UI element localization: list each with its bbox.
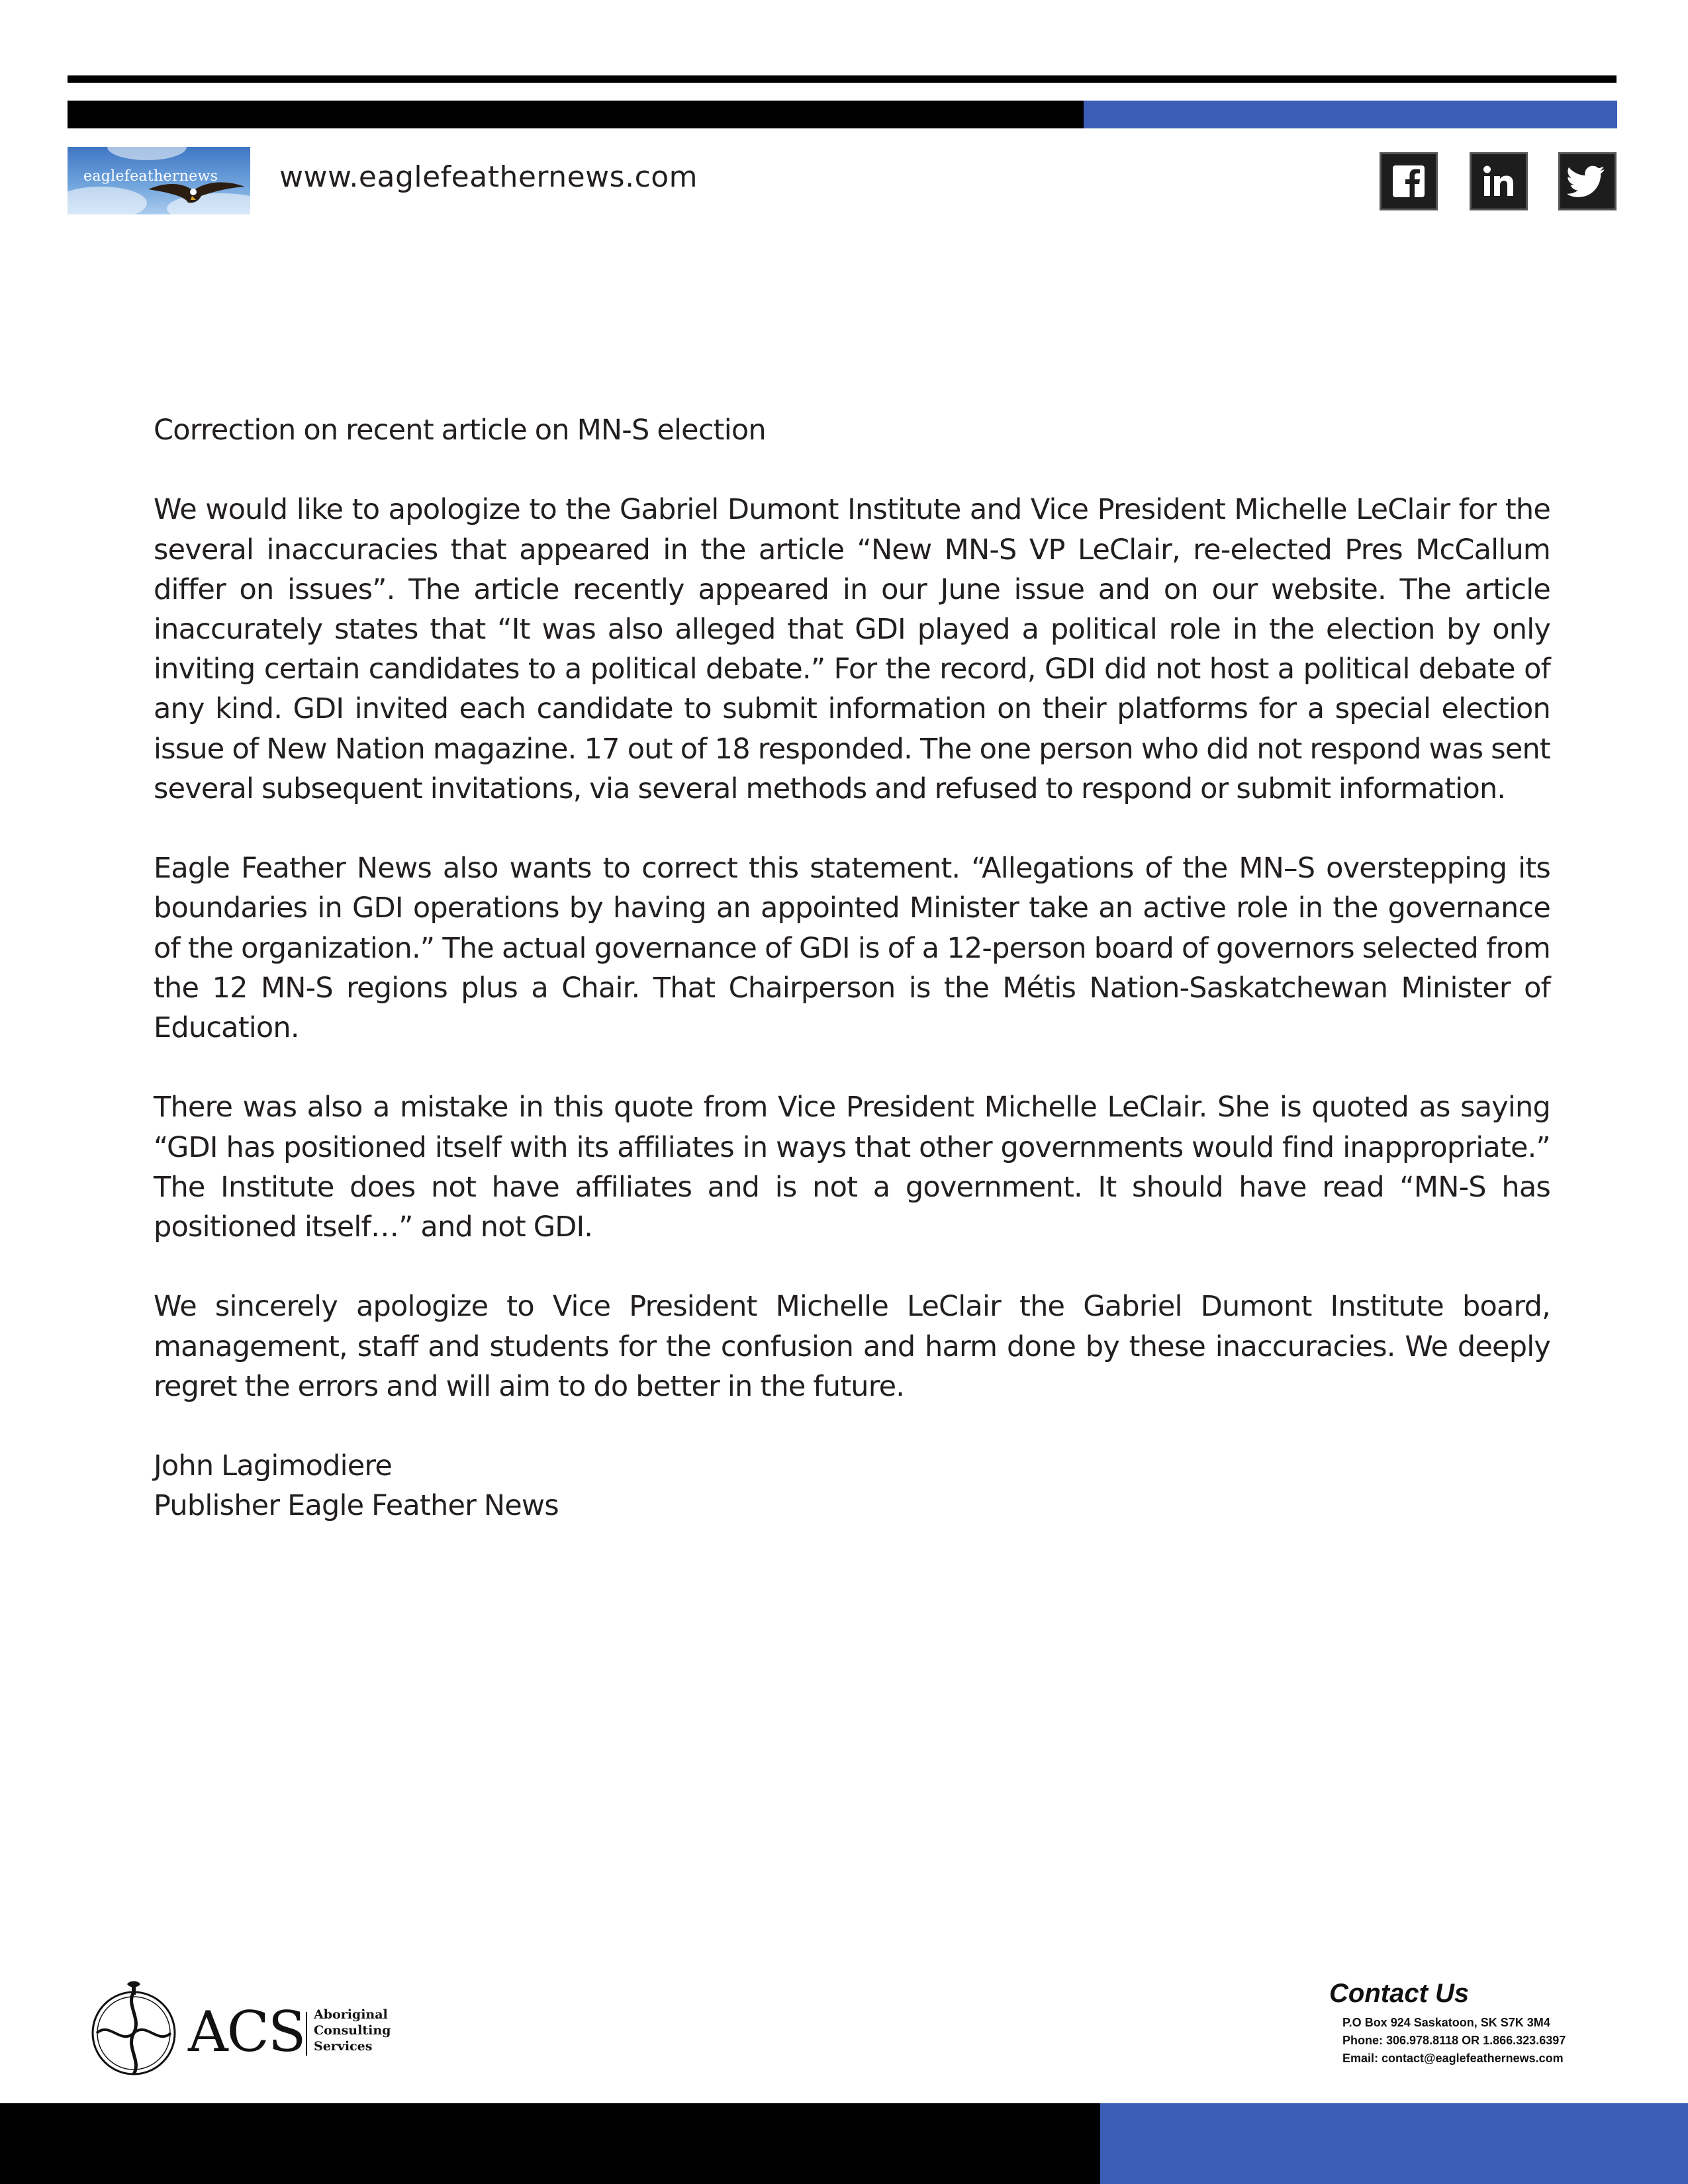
acs-subtitle-line: Services bbox=[314, 2039, 373, 2054]
website-url-link[interactable]: www.eaglefeathernews.com bbox=[279, 160, 698, 194]
letter-paragraph: We would like to apologize to the Gabriel Dumont Institute and Vice President Michelle LeClair for the several inaccuracies that appeared in the article “New MN-S VP LeClair, re-elected Pres McCallum differ on issues”. The article recently appeared in our June issue and on our website. The article inaccurately states that “It was also alleged that GDI played a political role in the election by only inviting certain candidates to a political debate.” For the record, GDI did not host a political debate of any kind. GDI invited each candidate to submit information on their platforms for a special election issue of New Nation magazine. 17 out of 18 responded. The one person who did not respond was sent several subsequent invitations, via several methods and refused to respond or submit information. bbox=[154, 493, 1550, 805]
acs-divider bbox=[306, 2012, 307, 2056]
signature-title: Publisher Eagle Feather News bbox=[154, 1489, 559, 1523]
acs-logo bbox=[87, 1979, 391, 2081]
contact-block bbox=[1329, 1979, 1566, 2068]
contact-title: Contact Us bbox=[1329, 1979, 1470, 2008]
acs-wordmark: ACS bbox=[188, 1999, 305, 2064]
contact-address: P.O Box 924 Saskatoon, SK S7K 3M4 bbox=[1342, 2016, 1550, 2029]
linkedin-icon[interactable] bbox=[1470, 152, 1528, 210]
contact-email[interactable]: Email: contact@eaglefeathernews.com bbox=[1342, 2052, 1564, 2065]
acs-subtitle bbox=[314, 2007, 391, 2054]
letter-body bbox=[154, 410, 1550, 1526]
acs-subtitle-line: Aboriginal bbox=[314, 2007, 388, 2022]
eagle-feather-news-logo[interactable] bbox=[68, 147, 250, 214]
signature-name: John Lagimodiere bbox=[154, 1449, 392, 1483]
letter-subject: Correction on recent article on MN-S election bbox=[154, 414, 766, 447]
header-band-black bbox=[68, 101, 1084, 128]
facebook-icon[interactable] bbox=[1380, 152, 1438, 210]
top-rule bbox=[68, 75, 1617, 83]
header-band-blue bbox=[1084, 101, 1617, 128]
acs-emblem-icon bbox=[87, 1979, 187, 2078]
logo-text: eaglefeathernews bbox=[83, 168, 218, 185]
twitter-icon[interactable] bbox=[1558, 152, 1617, 210]
letter-paragraph: We sincerely apologize to Vice President Michelle LeClair the Gabriel Dumont Institute board, management, staff and students for the confusion and harm done by these inaccuracies. We deeply regret the errors and will aim to do better in the future. bbox=[154, 1290, 1550, 1403]
contact-phone[interactable]: Phone: 306.978.8118 OR 1.866.323.6397 bbox=[1342, 2034, 1566, 2047]
letter-paragraph: Eagle Feather News also wants to correct this statement. “Allegations of the MN–S overstepping its boundaries in GDI operations by having an appointed Minister take an active role in the governance of the organization.” The actual governance of GDI is of a 12-person board of governors selected from the 12 MN-S regions plus a Chair. That Chairperson is the Métis Nation-Saskatchewan Minister of Education. bbox=[154, 852, 1550, 1045]
footer-band-blue bbox=[1100, 2103, 1688, 2184]
letter-paragraph: There was also a mistake in this quote from Vice President Michelle LeClair. She is quoted as saying “GDI has positioned itself with its affiliates in ways that other governments would find inappropriate.” The Institute does not have affiliates and is not a government. It should have read “MN-S has positioned itself…” and not GDI. bbox=[154, 1091, 1550, 1244]
acs-subtitle-line: Consulting bbox=[314, 2023, 391, 2038]
footer-band-black bbox=[0, 2103, 1100, 2184]
